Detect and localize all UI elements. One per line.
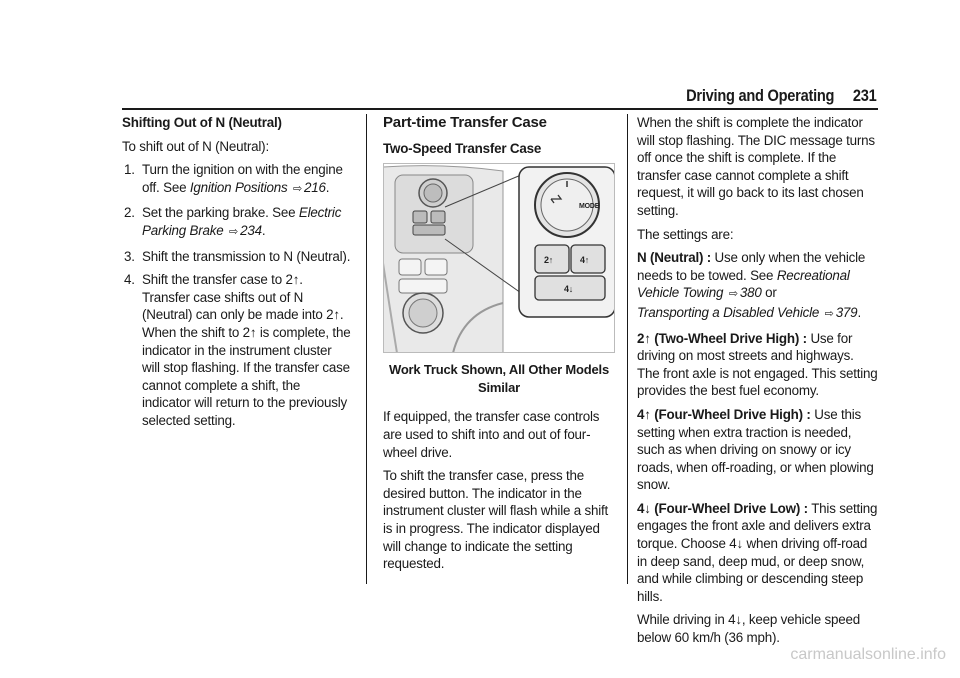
setting-4h: 4↑ (Four-Wheel Drive High) : Use this setting when extra traction is needed, such as when driving on snowy or icy roads, when off-roading, or when plowing snow. xyxy=(637,406,874,493)
page-header xyxy=(662,86,876,106)
setting-2h: 2↑ (Two-Wheel Drive High) : Use for driving on most streets and highways. The front axle is not engaged. This setting provides the best fuel economy. xyxy=(637,330,878,399)
transporting-disabled-link[interactable]: Transporting a Disabled Vehicle xyxy=(637,304,820,320)
btn-4l-label: 4↓ xyxy=(564,284,574,295)
transfer-case-section-title: Part-time Transfer Case xyxy=(383,114,547,131)
two-high-term: 2↑ (Two-Wheel Drive High) : xyxy=(637,330,807,346)
column-right xyxy=(637,114,879,653)
four-high-term: 4↑ (Four-Wheel Drive High) : xyxy=(637,406,811,422)
shift-complete-para: When the shift is complete the indicator will stop flashing. The DIC message turns off once the shift is complete. If the transfer case cannot complete a shift request, it will go back to its last chosen setting. xyxy=(637,115,875,218)
mode-label: MODE xyxy=(579,203,600,211)
transfer-case-para-2: To shift the transfer case, press the desired button. The indicator in the instrument cluster will flash while a shift is in progress. The indicator displayed will change to indicate the setting requested. xyxy=(383,468,609,572)
neutral-shift-heading: Shifting Out of N (Neutral) xyxy=(122,115,282,130)
transfer-case-control-figure xyxy=(383,163,615,353)
watermark: carmanualsonline.info xyxy=(790,646,946,663)
chapter-title: Driving and Operating xyxy=(686,86,835,105)
two-speed-heading: Two-Speed Transfer Case xyxy=(383,140,542,156)
header-rule xyxy=(122,108,878,110)
btn-4h-label: 4↑ xyxy=(580,255,590,266)
recreational-towing-page-link[interactable]: 380 xyxy=(739,285,762,301)
column-divider-2 xyxy=(627,114,628,584)
four-low-term: 4↓ (Four-Wheel Drive Low) : xyxy=(637,500,808,516)
electric-parking-brake-page-link[interactable]: 234 xyxy=(240,222,262,238)
step-3: 3. Shift the transmission to N (Neutral). xyxy=(124,248,351,264)
page-number: 231 xyxy=(852,86,876,105)
setting-neutral: N (Neutral) : Use only when the vehicle needs to be towed. See Recreational Vehicle Towing ⇨ 380 or Transporting a Disabled Vehicle ⇨ 379. xyxy=(637,250,866,320)
transfer-case-illustration xyxy=(383,163,615,353)
column-middle xyxy=(383,114,615,579)
setting-4l: 4↓ (Four-Wheel Drive Low) : This setting engages the front axle and delivers extra torque. Choose 4↓ when driving off-road in deep sand, deep mud, or deep snow, and while climbing or descending steep hills. xyxy=(637,500,878,604)
ref-arrow-icon: ⇨ xyxy=(293,182,303,195)
step-1: 1. Turn the ignition on with the engine off. See Ignition Positions ⇨ 216. xyxy=(124,162,343,195)
ignition-positions-link[interactable]: Ignition Positions xyxy=(189,179,288,195)
ref-arrow-icon: ⇨ xyxy=(728,288,738,301)
settings-intro: The settings are: xyxy=(637,226,734,242)
btn-2h-label: 2↑ xyxy=(544,255,554,266)
step-4: 4. Shift the transfer case to 2↑. Transfer case shifts out of N (Neutral) can only be made into 2↑. When the shift to 2↑ is complete, the indicator in the instrument cluster will stop flashing. If the transfer case cannot complete a shift, the indicator will return to the previously selected setting. xyxy=(124,272,351,428)
step-2: 2. Set the parking brake. See Electric Parking Brake ⇨ 234. xyxy=(124,205,342,238)
ignition-positions-page-link[interactable]: 216 xyxy=(304,179,326,195)
neutral-shift-steps xyxy=(124,161,352,429)
column-divider-1 xyxy=(366,114,367,584)
transporting-disabled-page-link[interactable]: 379 xyxy=(835,304,858,320)
figure-caption: Work Truck Shown, All Other Models Similar xyxy=(388,362,609,395)
neutral-term: N (Neutral) : xyxy=(637,250,712,266)
transfer-case-para-1: If equipped, the transfer case controls are used to shift into and out of four-wheel drive. xyxy=(383,409,600,460)
electric-parking-brake-link[interactable]: Electric Parking Brake xyxy=(142,205,342,238)
column-left xyxy=(122,114,352,436)
ref-arrow-icon: ⇨ xyxy=(229,225,239,238)
recreational-towing-link[interactable]: Recreational Vehicle Towing xyxy=(637,267,850,301)
four-low-speed-note: While driving in 4↓, keep vehicle speed below 60 km/h (36 mph). xyxy=(637,612,860,646)
ref-arrow-icon: ⇨ xyxy=(824,307,834,320)
neutral-shift-intro: To shift out of N (Neutral): xyxy=(122,138,269,154)
